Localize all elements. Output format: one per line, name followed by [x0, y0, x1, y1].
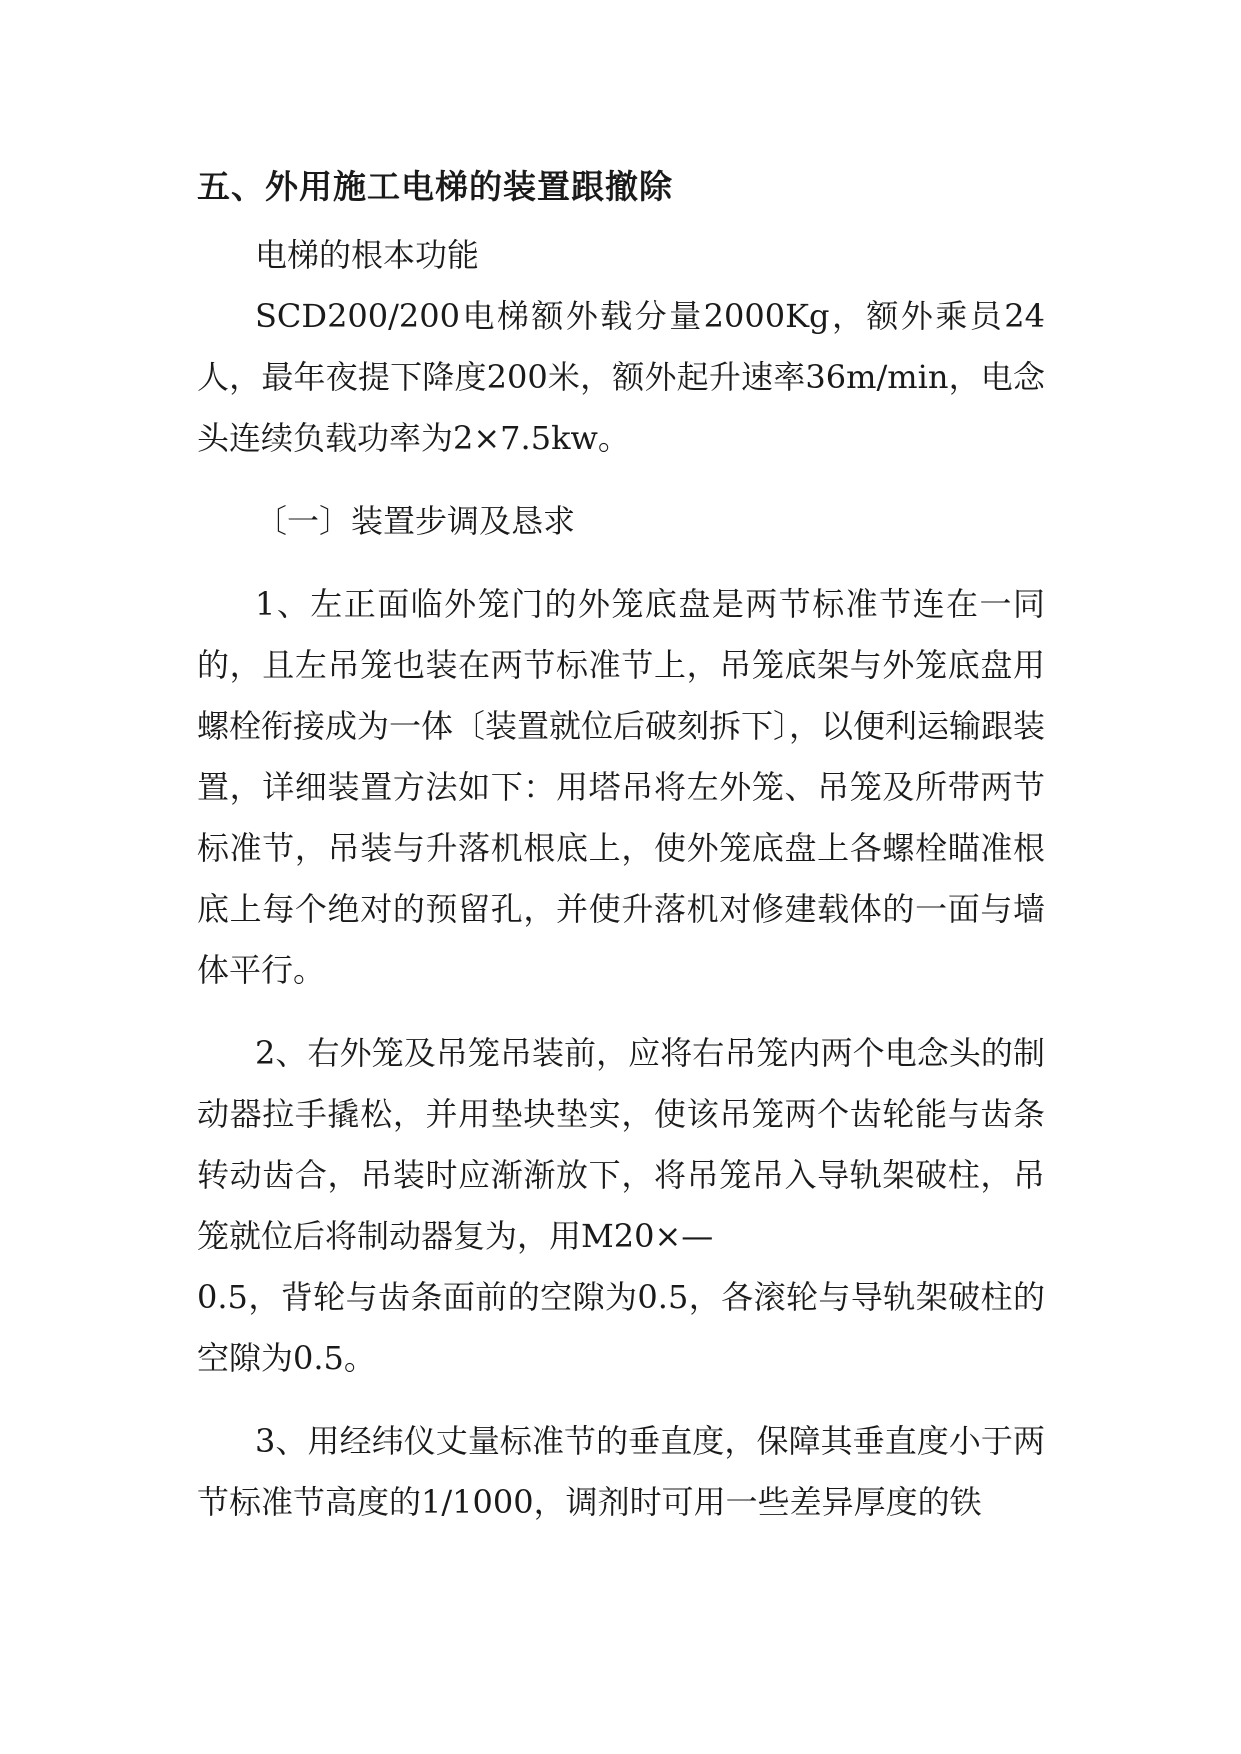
section-title: 〔一〕装置步调及恳求 — [255, 502, 576, 540]
specs-paragraph: SCD200/200电梯额外载分量2000Kg，额外乘员24人，最年夜提下降度200米，额外起升速率36m/min，电念头连续负载功率为2×7.5kw。 — [197, 297, 1045, 457]
document-body — [197, 165, 1045, 1533]
step-1-paragraph: 1、左正面临外笼门的外笼底盘是两节标准节连在一同的，且左吊笼也装在两节标准节上，吊笼底架与外笼底盘用螺栓衔接成为一体〔装置就位后破刻拆下〕，以便利运输跟装置，详细装置方法如下：用塔吊将左外笼、吊笼及所带两节标准节，吊装与升落机根底上，使外笼底盘上各螺栓瞄准根底上每个绝对的预留孔，并使升落机对修建载体的一面与墙体平行。 — [197, 585, 1046, 989]
step-3-paragraph: 3、用经纬仪丈量标准节的垂直度，保障其垂直度小于两节标准节高度的1/1000，调剂时可用一些差异厚度的铁 — [197, 1422, 1045, 1521]
step-2-paragraph: 2、右外笼及吊笼吊装前，应将右吊笼内两个电念头的制动器拉手撬松，并用垫块垫实，使该吊笼两个齿轮能与齿条转动齿合，吊装时应渐渐放下，将吊笼吊入导轨架破柱，吊笼就位后将制动器复为，用M20×— — [197, 1034, 1045, 1255]
section-heading: 五、外用施工电梯的装置跟撤除 — [197, 167, 673, 206]
subheading: 电梯的根本功能 — [255, 236, 480, 274]
step-2-continuation: 0.5，背轮与齿条面前的空隙为0.5，各滚轮与导轨架破柱的空隙为0.5。 — [197, 1278, 1045, 1377]
